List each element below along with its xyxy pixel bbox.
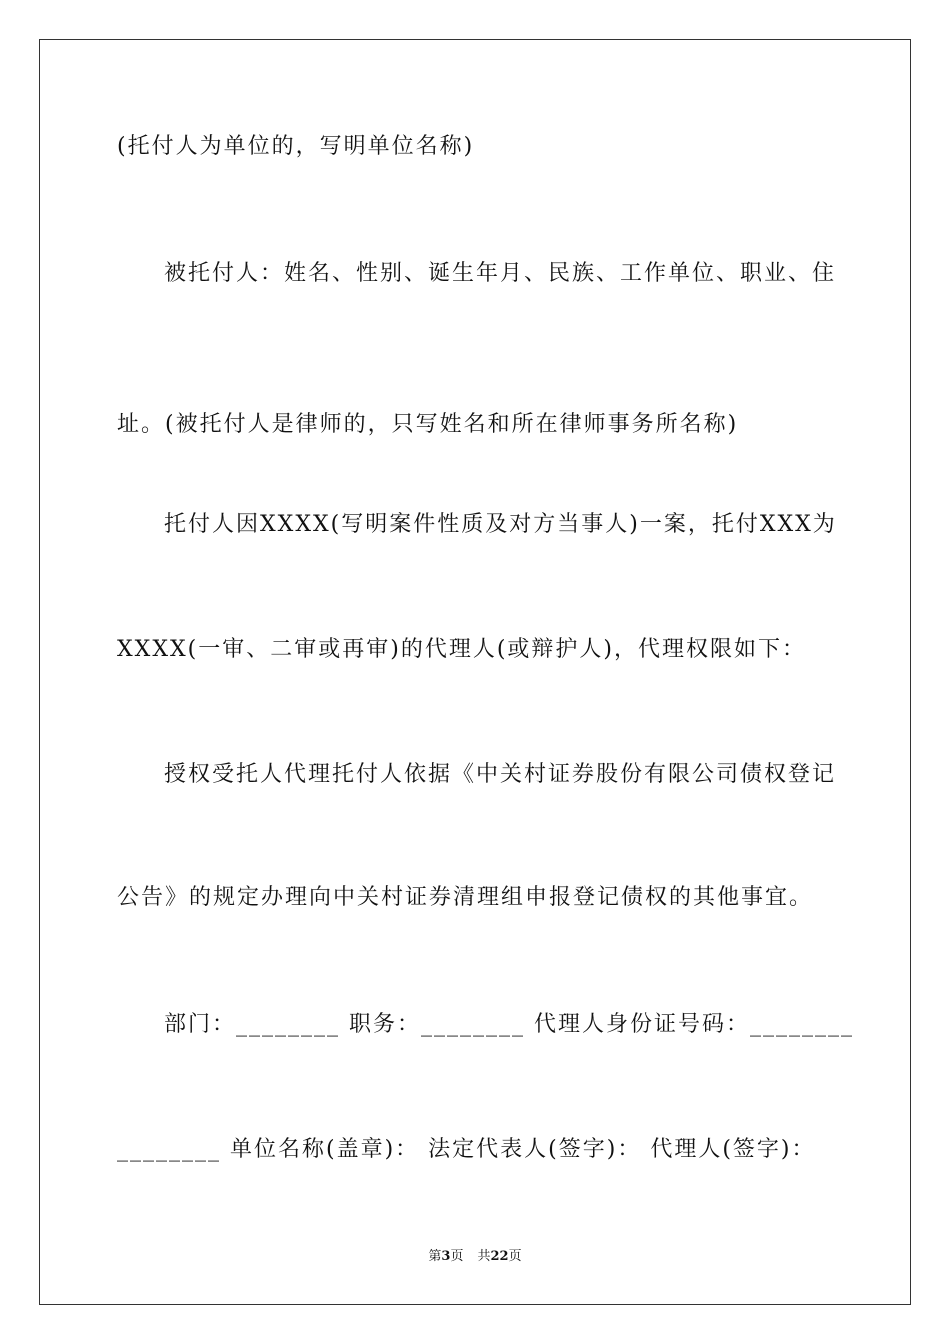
footer-total-number: 22	[490, 1249, 509, 1264]
text-line-7: 公告》的规定办理向中关村证券清理组申报登记债权的其他事宜。	[117, 885, 814, 910]
page-border	[39, 39, 911, 1305]
page-footer	[0, 1248, 950, 1266]
form-fields-line-2: ________ 单位名称(盖章)： 法定代表人(签字)： 代理人(签字)：	[117, 1137, 816, 1162]
footer-total-prefix: 共	[477, 1249, 491, 1264]
text-line-4: 托付人因XXXX(写明案件性质及对方当事人)一案，托付XXX为	[164, 512, 837, 537]
footer-total-suffix: 页	[508, 1249, 522, 1264]
footer-page-prefix: 第	[428, 1249, 442, 1264]
form-fields-line-1: 部门：________ 职务：________ 代理人身份证号码：________	[164, 1012, 854, 1037]
footer-page-suffix: 页	[450, 1249, 464, 1264]
footer-page-number: 3	[441, 1249, 451, 1264]
text-line-3: 址。(被托付人是律师的，只写姓名和所在律师事务所名称)	[117, 412, 739, 437]
text-line-6: 授权受托人代理托付人依据《中关村证券股份有限公司债权登记	[164, 762, 837, 787]
text-line-5: XXXX(一审、二审或再审)的代理人(或辩护人)，代理权限如下：	[117, 637, 806, 662]
text-line-2: 被托付人：姓名、性别、诞生年月、民族、工作单位、职业、住	[164, 261, 837, 286]
text-line-1: (托付人为单位的，写明单位名称)	[117, 134, 475, 159]
